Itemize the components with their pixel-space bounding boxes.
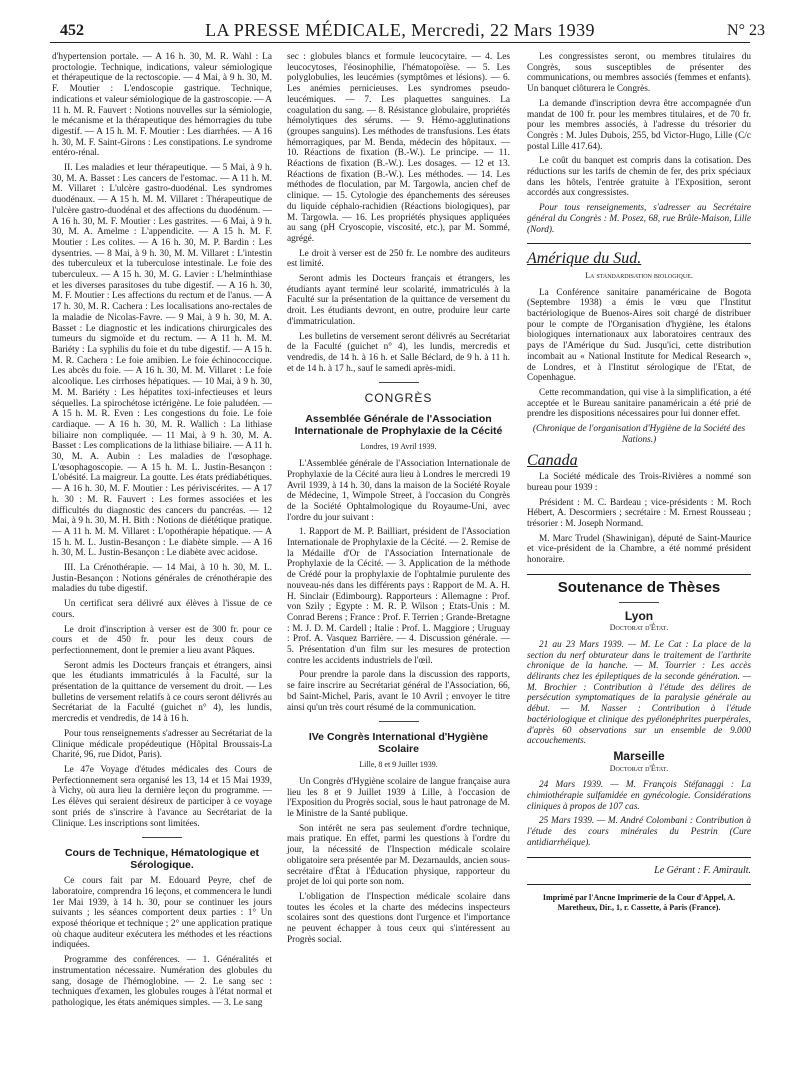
manager-signature: Le Gérant : F. Amirault.: [654, 864, 751, 876]
paragraph: 21 au 23 Mars 1939. — M. Le Cat : La place de la section du nerf obturateur dans le traitement de l'arthrite chronique de la hanche. — M. Tourrier : Les accès délirants chez les épileptiques de la seconde génération. — M. Brochier : Contribution à l'étude des délires de persécution symptomatiques de la paralysie générale au début. — M. Nasser : Contribution à l'étude bactériologique et clinique des pyélonéphrites puerpérales, d'après 60 observations sur un ensemble de 9.000 accouchements.: [527, 639, 751, 747]
section-subtitle: La standardisation biologique.: [585, 270, 693, 280]
section-heading-congres: CONGRÈS: [364, 391, 433, 406]
paragraph: La Conférence sanitaire panaméricaine de Bogota (Septembre 1938) a émis le vœu que l'Institut bactériologique de Buenos-Aires soit chargé de distribuer pour le compte de l'Organisation d'hygiène, les étalons biologiques internationaux aux laboratoires centraux des pays de l'Amérique du Sud. Jusqu'ici, cette distribution incombait au « National Institute for Medical Research », de Londres, et à l'Institut sérologique de l'Etat, de Copenhague.: [527, 287, 751, 384]
section-rule: [527, 884, 751, 885]
paragraph: III. La Crénothérapie. — 14 Mai, à 10 h. 30, M. L. Justin-Besançon : Notions générales de crénothérapie des maladies du tube digestif.: [52, 563, 272, 595]
paragraph: 25 Mars 1939. — M. André Colombani : Contribution à l'étude des cours minérales du Pestrin (Cure antidiarrhéique).: [527, 816, 751, 848]
paragraph: Cette recommandation, qui vise à la simplification, a été acceptée et le Bureau sanitaire panaméricain a été prié de prendre les dispositions nécessaires pour lui donner effet.: [527, 387, 751, 420]
divider: [379, 721, 419, 722]
paragraph: La Société médicale des Trois-Rivières a nommé son bureau pour 1939 :: [527, 472, 751, 493]
paragraph: Le droit d'inscription à verser est de 300 fr. pour ce cours et de 450 fr. pour les deux cours de perfectionnement, dont le premier a lieu avant Pâques.: [52, 624, 272, 656]
hygiene-heading: IVe Congrès International d'Hygiène Scolaire: [308, 731, 489, 756]
section-title-canada: Canada: [527, 451, 578, 469]
page-number: 452: [60, 22, 84, 39]
paragraph: Un certificat sera délivré aux élèves à l'issue de ce cours.: [52, 599, 272, 620]
paragraph: d'hypertension portale. — A 16 h. 30, M. R. Wahl : La proctologie. Technique, indications, valeur sémiologique et thérapeutique de la rectoscopie. — 4 Mai, à 9 h. 30, M. F. Moutier : L'endoscopie gastrique. Technique, indications et valeur sémiologique de la gastroscopie. — A 11 h. M. R. Fauvert : Notions nouvelles sur la sémiologie, le mécanisme et la thérapeutique des hémorragies du tube digestif. — A 15 h. M. F. Moutier : Les diarrhées. — A 16 h. 30, M. F. Saint-Girons : Les constipations. Le syndrome entéro-rénal.: [52, 52, 272, 159]
paragraph: sec : globules blancs et formule leucocytaire. — 4. Les leucocytoses, l'éosinophilie, l'hématopoïèse. — 5. Les polyglobulies, les leucémies (symptômes et lésions). — 6. Les anémies pernicieuses. Les syndromes pseudo-leucémiques. — 7. Les plaquettes sanguines. La coagulation du sang. — 8. Résistance globulaire, propriétés hémolytiques des sérums. — 9. Hémo-agglutinations (groupes sanguins). Les méthodes de transfusions. Les états hémorragiques, par M. Benda, médecin des hôpitaux. — 10. Réactions de fixation (B.-W.). Le principe. — 11. Réactions de fixation (B.-W.). Les dosages. — 12 et 13. Réactions de fixation (B.-W.). Les méthodes. — 14. Les méthodes de floculation, par M. Targowla, ancien chef de clinique. — 15. Cytologie des épanchements des séreuses du liquide céphalo-rachidien (Réactions biologiques), par M. Targowla. — 16. Les propriétés physiques appliquées au sang (pH Cryoscopie, viscosité, etc.), par M. Sommé, agrégé.: [287, 52, 510, 244]
column-2: [287, 52, 510, 950]
paragraph: M. Marc Trudel (Shawinigan), député de Saint-Maurice et vice-président de la Chambre, a été nommé président honoraire.: [527, 533, 751, 566]
divider: [142, 837, 182, 838]
printer-imprint: Imprimé par l'Ancne Imprimerie de la Cour d'Appel, A. Maretheux, Dir., 1, r. Cassette, à Paris (France).: [542, 893, 736, 913]
lyon-subtitle: Doctorat d'État.: [609, 623, 669, 633]
paragraph: Les bulletins de versement seront délivrés au Secrétariat de la Faculté (guichet n° 4), les lundis, mercredis et vendredis, de 14 h. à 16 h. et Salle Béclard, de 9 h. à 11 h. et de 14 h. à 17 h., sauf le samedi après-midi.: [287, 331, 510, 374]
section-rule: [527, 857, 751, 858]
paragraph: Un Congrès d'Hygiène scolaire de langue française aura lieu les 8 et 9 Juillet 1939 à Lille, à l'occasion de l'Exposition du Progrès social, sous le haut patronage de M. le Ministre de la Santé publique.: [287, 776, 510, 820]
paragraph: Pour prendre la parole dans la discussion des rapports, se faire inscrire au Secrétariat général de l'Association, 66, bd Saint-Michel, Paris, avant le 10 Avril ; envoyer le titre ainsi qu'un très court résumé de la communication.: [287, 670, 510, 713]
theses-title: Soutenance de Thèses: [557, 578, 721, 596]
section-title-amerique: Amérique du Sud.: [527, 250, 642, 268]
source-note: (Chronique de l'organisation d'Hygiène de la Société des Nations.): [532, 424, 746, 445]
paragraph: Seront admis les Docteurs français et étrangers, les étudiants ayant terminé leur scolarité, immatriculés à la Faculté sur la présentation de la quittance de versement du droit. Les étudiants devront, en outre, produire leur carte d'immatriculation.: [287, 274, 510, 327]
header-rule: [50, 42, 750, 43]
paragraph: Pour tous renseignements s'adresser au Secrétariat de la Clinique médicale propédeutique (Hôpital Broussais-La Charité, 96, rue Didot, Paris).: [52, 728, 272, 761]
marseille-subtitle: Doctorat d'État.: [609, 763, 669, 773]
paragraph: Président : M. C. Bardeau ; vice-présidents : M. Roch Hébert, A. Descormiers ; secrétaire : M. Ernest Rousseau ; trésorier : M. Joseph Normand.: [527, 497, 751, 530]
paragraph: Programme des conférences. — 1. Généralités et instrumentation nécessaire. Numération des globules du sang, dosage de l'hémoglobine. — 2. Le sang sec : techniques d'examen, les globules rouges à l'état normal et pathologique, les états anémiques simples. — 3. Le sang: [52, 955, 272, 1008]
paragraph: Le coût du banquet est compris dans la cotisation. Des réductions sur les tarifs de chemin de fer, des prix spéciaux dans les hôtels, l'entrée gratuite à l'Exposition, seront accordés aux congressistes.: [527, 156, 751, 199]
issue-number: N° 23: [727, 22, 765, 39]
page-header: [20, 14, 780, 44]
hygiene-date: Lille, 8 et 9 Juillet 1939.: [359, 760, 438, 770]
marseille-title: Marseille: [613, 748, 665, 763]
column-3: [527, 52, 751, 913]
paragraph: II. Les maladies et leur thérapeutique. — 5 Mai, à 9 h. 30, M. A. Basset : Les cancers de l'estomac. — A 11 h. M. M. Villaret : L'ulcère gastro-duodénal. Les syndromes duodénaux. — A 15 h. M. M. Villaret : Thérapeutique de l'ulcère gastro-duodénal et des affections du duodénum. — A 16 h. 30, M. F. Moutier : Les gastrites. — 6 Mai, à 9 h. 30, M. A. Amelme : L'appendicite. — A 15 h. M. F. Moutier : Les colites. — A 16 h. 30, M. P. Bardin : Les dysentries. — 8 Mai, à 9 h. 30, M. M. Villaret : L'intestin des tuberculeux et la tuberculose intestinale. Le foie des tuberculeux. — A 15 h. 30, M. G. Lavier : L'helminthiase et les diverses parasitoses du tube digestif. — A 16 h. 30, M. F. Moutier : Les affections du rectum et de l'anus. — A 17 h. 30, M. R. Cachera : Les localisations ano-rectales de la maladie de Nicolas-Favre. — 9 Mai, à 9 h. 30, M. A. Basset : Le diagnostic et les indications chirurgicales des tumeurs du sigmoïde et du rectum. — A 11 h. M. M. Bariéty : La syphilis du foie et du tube digestif. — A 15 h. M. R. Cachera : Le foie amibien. Le foie échinococcique. Les abcès du foie. — A 16 h. 30, M. M. Villaret : Le foie alcoolique. Les cirrhoses hépatiques. — 10 Mai, à 9 h. 30, M. M. Bariéty : Les hépatites toxi-infectieuses et leurs séquelles. La spirochétose ictérigène. Le foie paludéen. — A 15 h. M. R. Even : Les congestions du foie. Le foie cardiaque. — A 16 h. 30, M. R. Wallich : La lithiase biliaire non compliquée. — 11 Mai, à 9 h. 30, M. A. Basset : Les complications de la lithiase biliaire. — A 11 h. 30, M. A. Aubin : Les maladies de l'œsophage. L'œsophagoscopie. — A 15 h. M. L. Justin-Besançon : L'obésité. La maigreur. La goutte. Les états prédiabétiques. — A 16 h. 30, M. F. Moutier : Les périviscérites. — A 17 h. 30 : M. R. Fauvert : Les formes associées et les difficultés du diagnostic des cancers du pancréas. — 12 Mai, à 9 h. 30, M. H. Bith : Notions de diététique pratique. — A 11 h. M. M. Villaret : L'opothérapie hépatique. — A 15 h. M. L. Justin-Besançon : Le diabète simple. — A 16 h. 30, M. L. Justin-Besançon : Le diabète avec acidose.: [52, 163, 272, 559]
paragraph: 24 Mars 1939. — M. François Stéfanaggi : La chimiothérapie sulfamidée en gynécologie. Considérations cliniques à propos de 107 cas.: [527, 780, 751, 812]
paragraph: Ce cours fait par M. Edouard Peyre, chef de laboratoire, comprendra 16 leçons, et commencera le lundi 1er Mai 1939, à 14 h. 30, pour se continuer les jours suivants ; les séances comportent deux parties : 1° Un exposé théorique et technique ; 2° une application pratique où chaque auditeur exécutera les méthodes et les réactions indiquées.: [52, 876, 272, 951]
paragraph: Son intérêt ne sera pas seulement d'ordre technique, mais pratique. En effet, parmi les questions à l'ordre du jour, la nécessité de l'Inspection médicale scolaire obligatoire sera présentée par M. Dezarnaulds, ancien sous-secrétaire d'État à l'Éducation physique, rapporteur du projet de loi qui porte son nom.: [287, 823, 510, 888]
assembly-date: Londres, 19 Avril 1939.: [360, 442, 437, 452]
paragraph: L'Assemblée générale de l'Association Internationale de Prophylaxie de la Cécité aura lieu à Londres le mercredi 19 Avril 1939, à 14 h. 30, dans la maison de la Société Royale de Médecine, 1, Wimpole Street, à l'occasion du Congrès de la Société Ophtalmologique du Royaume-Uni, avec l'ordre du jour suivant :: [287, 459, 510, 523]
journal-title: LA PRESSE MÉDICALE, Mercredi, 22 Mars 1939: [205, 20, 595, 40]
divider: [619, 602, 659, 603]
assembly-heading: Assemblée Générale de l'Association Internationale de Prophylaxie de la Cécité: [294, 413, 503, 438]
paragraph: La demande d'inscription devra être accompagnée d'un mandat de 100 fr. pour les membres titulaires, et de 70 fr. pour les membres associés, à l'adresse du trésorier du Congrès : M. Jules Dubois, 255, bd Victor-Hugo, Lille (C/c postal Lille 417.64).: [527, 98, 751, 152]
paragraph: Le 47e Voyage d'études médicales des Cours de Perfectionnement sera organisé les 13, 14 et 15 Mai 1939, à Vichy, où aura lieu la dernière leçon du programme. — Les élèves qui seraient désireux de participer à ce voyage sont priés de s'inscrire à l'avance au Secrétariat de la Clinique. Les inscriptions sont limitées.: [52, 765, 272, 829]
section-heading: Cours de Technique, Hématologique et Sérologique.: [64, 847, 260, 872]
paragraph: L'obligation de l'Inspection médicale scolaire dans toutes les écoles et la charte des médecins inspecteurs scolaires sont des questions dont l'urgence et l'importance ne peuvent échapper à tous ceux qui s'intéressent au Progrès social.: [287, 892, 510, 945]
column-1: [52, 52, 272, 1013]
paragraph: 1. Rapport de M. P. Bailliart, président de l'Association Internationale de Prophylaxie de la Cécité. — 2. Remise de la Médaille d'Or de l'Association Internationale de Prophylaxie de la Cécité. — 3. Application de la méthode de Crédé pour la prophylaxie de l'ophtalmie purulente des nouveau-nés dans les différents pays : Rapport de M. A. H. H. Sinclair (Edimbourg). Rapporteurs : Allemagne : Prof. von Szily ; Egypte : M. R. P. Wilson ; Etats-Unis : M. Conrad Berens ; France : Prof. F. Terrien ; Grande-Bretagne : M. J. D. M. Cardell ; Italie : Prof. L. Maggiore ; Uruguay : Prof. A. Vasquez Barrière. — 4. Discussion générale. — 5. Présentation d'un film sur les mesures de protection contre les accidents industriels de l'œil.: [287, 527, 510, 666]
paragraph: Pour tous renseignements, s'adresser au Secrétaire général du Congrès : M. Posez, 68, rue Brûle-Maison, Lille (Nord).: [527, 203, 751, 235]
paragraph: Seront admis les Docteurs français et étrangers, ainsi que les étudiants immatriculés à la Faculté, sur la présentation de la quittance de versement du droit. — Les bulletins de versement relatifs à ce cours seront délivrés au Secrétariat de la Faculté (guichet n° 4), les lundis, mercredis et vendredis, de 14 à 16 h.: [52, 660, 272, 725]
section-rule: [527, 574, 751, 575]
lyon-title: Lyon: [624, 608, 654, 623]
section-rule: [527, 243, 751, 244]
paragraph: Les congressistes seront, ou membres titulaires du Congrès, sous susceptibles de présenter des communications, ou membres associés (femmes et enfants). Un banquet clôturera le Congrès.: [527, 52, 751, 95]
paragraph: Le droit à verser est de 250 fr. Le nombre des auditeurs est limité.: [287, 248, 510, 270]
divider: [379, 382, 419, 383]
